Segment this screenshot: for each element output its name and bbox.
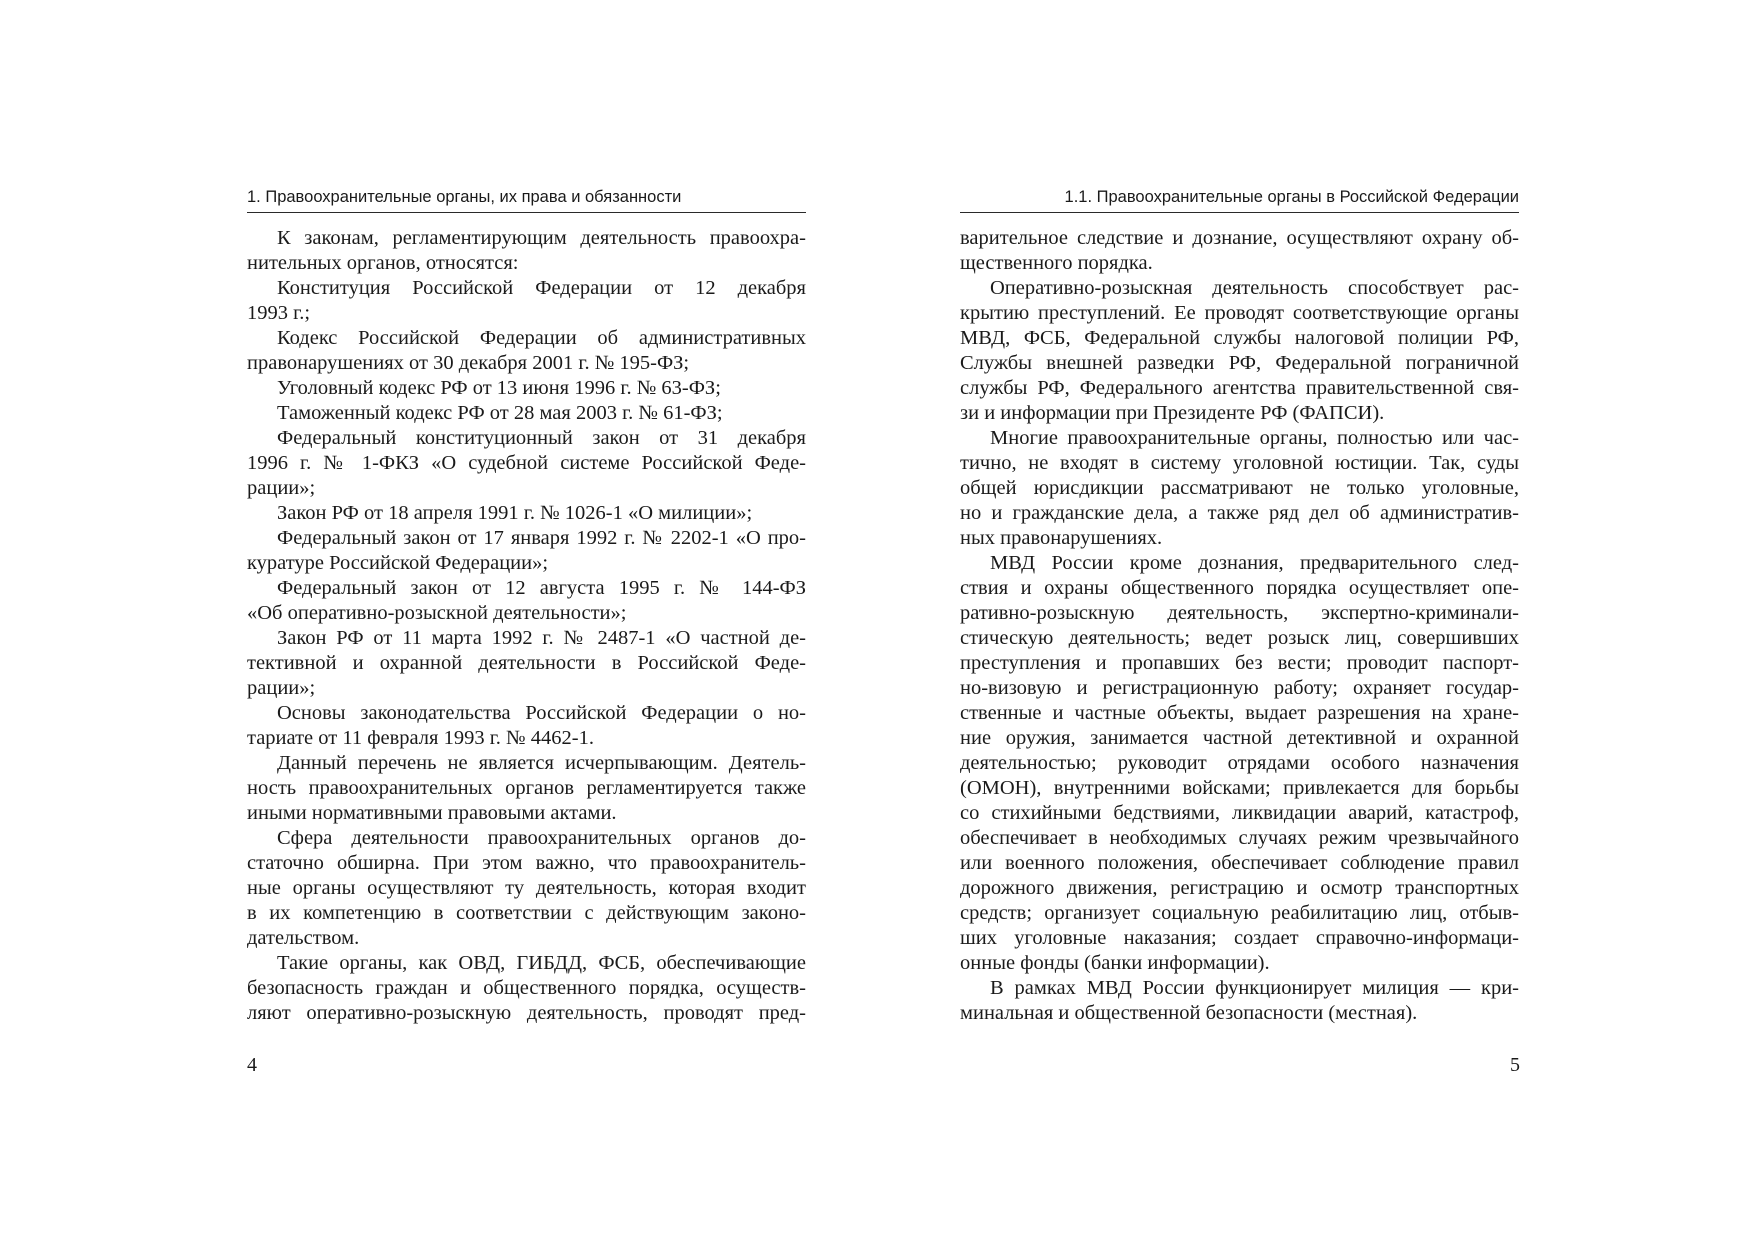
text-line: К законам, регламентирующим деятельность правоохра- — [277, 227, 806, 249]
text-line: Службы внешней разведки РФ, Федеральной пограничной — [960, 352, 1519, 374]
left-body-text — [247, 226, 806, 1026]
text-line: ративно-розыскную деятельность, экспертно-криминали- — [960, 602, 1519, 624]
text-line: ность правоохранительных органов регламентируется также — [247, 777, 806, 799]
text-line: онные фонды (банки информации). — [960, 952, 1270, 974]
text-line: куратуре Российской Федерации»; — [247, 552, 549, 574]
left-page — [247, 186, 806, 1026]
text-line: ствия и охраны общественного порядка осуществляет опе- — [960, 577, 1519, 599]
text-line: обеспечивает в необходимых случаях режим чрезвычайного — [960, 827, 1519, 849]
text-line: средств; организует социальную реабилитацию лиц, отбыв- — [960, 902, 1519, 924]
text-line: ших уголовные наказания; создает справочно-информаци- — [960, 927, 1519, 949]
text-line: Федеральный конституционный закон от 31 декабря — [277, 427, 806, 449]
text-line: В рамках МВД России функционирует милиция — кри- — [990, 977, 1519, 999]
text-line: тективной и охранной деятельности в Российской Феде- — [247, 652, 806, 674]
text-line: дорожного движения, регистрацию и осмотр транспортных — [960, 877, 1519, 899]
text-line: службы РФ, Федерального агентства правительственной свя- — [960, 377, 1519, 399]
text-line: минальная и общественной безопасности (местная). — [960, 1002, 1418, 1024]
text-line: Уголовный кодекс РФ от 13 июня 1996 г. № 63-ФЗ; — [277, 377, 721, 399]
text-line: Многие правоохранительные органы, полностью или час- — [990, 427, 1519, 449]
text-line: рации»; — [247, 477, 316, 499]
text-line: Основы законодательства Российской Федерации о но- — [277, 702, 806, 724]
text-line: зи и информации при Президенте РФ (ФАПСИ). — [960, 402, 1385, 424]
text-line: Закон РФ от 18 апреля 1991 г. № 1026-1 «О милиции»; — [277, 502, 753, 524]
text-line: стическую деятельность; ведет розыск лиц, совершивших — [960, 627, 1519, 649]
text-line: 1996 г. № 1-ФКЗ «О судебной системе Российской Феде- — [247, 452, 806, 474]
text-line: 1993 г.; — [247, 302, 311, 324]
text-line: безопасность граждан и общественного порядка, осуществ- — [247, 977, 806, 999]
text-line: общей юрисдикции рассматривают не только уголовные, — [960, 477, 1519, 499]
text-line: преступления и пропавших без вести; проводит паспорт- — [960, 652, 1519, 674]
text-line: Таможенный кодекс РФ от 28 мая 2003 г. № 61-ФЗ; — [277, 402, 723, 424]
text-line: Закон РФ от 11 марта 1992 г. № 2487-1 «О частной де- — [277, 627, 806, 649]
text-line: но и гражданские дела, а также ряд дел об административ- — [960, 502, 1519, 524]
text-line: правонарушениях от 30 декабря 2001 г. № 195-ФЗ; — [247, 352, 690, 374]
text-line: ные органы осуществляют ту деятельность, которая входит — [247, 877, 806, 899]
page-number-left: 4 — [247, 1054, 257, 1076]
text-line: ственные и частные объекты, выдает разрешения на хране- — [960, 702, 1519, 724]
text-line: «Об оперативно-розыскной деятельности»; — [247, 602, 627, 624]
text-line: Оперативно-розыскная деятельность способствует рас- — [990, 277, 1519, 299]
text-line: Сфера деятельности правоохранительных органов до- — [277, 827, 806, 849]
text-line: иными нормативными правовыми актами. — [247, 802, 617, 824]
text-line: МВД России кроме дознания, предварительного след- — [990, 552, 1519, 574]
text-line: нительных органов, относятся: — [247, 252, 519, 274]
text-line: со стихийными бедствиями, ликвидации аварий, катастроф, — [960, 802, 1519, 824]
text-line: но-визовую и регистрационную работу; охраняет государ- — [960, 677, 1519, 699]
text-line: ных правонарушениях. — [960, 527, 1163, 549]
text-line: в их компетенцию в соответствии с действующим законо- — [247, 902, 806, 924]
text-line: ние оружия, занимается частной детективной и охранной — [960, 727, 1519, 749]
text-line: варительное следствие и дознание, осуществляют охрану об- — [960, 227, 1519, 249]
right-body-text — [960, 226, 1519, 1026]
text-line: рации»; — [247, 677, 316, 699]
text-line: дательством. — [247, 927, 360, 949]
page-number-right: 5 — [1510, 1054, 1520, 1076]
text-line: крытию преступлений. Ее проводят соответствующие органы — [960, 302, 1519, 324]
text-line: Такие органы, как ОВД, ГИБДД, ФСБ, обеспечивающие — [277, 952, 806, 974]
text-line: Федеральный закон от 17 января 1992 г. № 2202-1 «О про- — [277, 527, 806, 549]
text-line: Данный перечень не является исчерпывающим. Деятель- — [277, 752, 806, 774]
text-line: МВД, ФСБ, Федеральной службы налоговой полиции РФ, — [960, 327, 1519, 349]
text-line: Кодекс Российской Федерации об административных — [277, 327, 806, 349]
text-line: Федеральный закон от 12 августа 1995 г. № 144-ФЗ — [277, 577, 806, 599]
text-line: тариате от 11 февраля 1993 г. № 4462-1. — [247, 727, 594, 749]
text-line: Конституция Российской Федерации от 12 декабря — [277, 277, 806, 299]
text-line: (ОМОН), внутренними войсками; привлекается для борьбы — [960, 777, 1519, 799]
right-page — [960, 186, 1519, 1026]
left-running-head: 1. Правоохранительные органы, их права и обязанности — [247, 186, 806, 213]
right-running-head: 1.1. Правоохранительные органы в Российской Федерации — [960, 186, 1519, 213]
text-line: или военного положения, обеспечивает соблюдение правил — [960, 852, 1519, 874]
text-line: ляют оперативно-розыскную деятельность, проводят пред- — [247, 1002, 806, 1024]
text-line: тично, не входят в систему уголовной юстиции. Так, суды — [960, 452, 1519, 474]
text-line: статочно обширна. При этом важно, что правоохранитель- — [247, 852, 806, 874]
text-line: щественного порядка. — [960, 252, 1153, 274]
text-line: деятельностью; руководит отрядами особого назначения — [960, 752, 1519, 774]
